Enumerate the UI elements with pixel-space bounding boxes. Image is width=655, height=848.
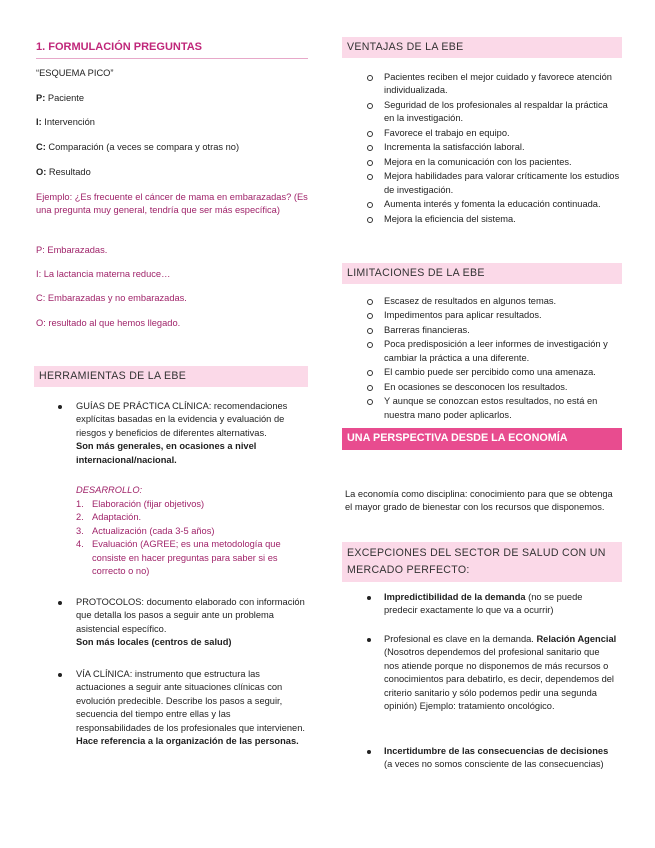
bullet-disc-icon	[58, 673, 62, 677]
desarrollo-step: 4. Evaluación (AGREE; es una metodología que consiste en hacer preguntas para saber si es correcto o no)	[76, 539, 281, 577]
bullet-disc-icon	[367, 638, 371, 642]
bullet-circle-icon	[367, 217, 373, 223]
excepcion-demanda	[367, 591, 617, 618]
bullet-circle-icon	[367, 385, 373, 391]
bullet-circle-icon	[367, 370, 373, 376]
desarrollo-step: 1. Elaboración (fijar objetivos)	[76, 499, 205, 509]
pico-o	[36, 166, 91, 179]
example-i: I: La lactancia materna reduce…	[36, 269, 171, 279]
list-item: Poca predisposición a leer informes de investigación y cambiar la práctica a una diferente.	[367, 338, 620, 365]
excepcion-incertidumbre	[367, 745, 617, 772]
bullet-circle-icon	[367, 103, 373, 109]
pico-o-letter: O:	[36, 167, 47, 177]
section-title-excepciones: EXCEPCIONES DEL SECTOR DE SALUD CON UN MERCADO PERFECTO:	[342, 542, 622, 582]
bullet-circle-icon	[367, 313, 373, 319]
pico-c-text: Comparación (a veces se compara y otras no)	[45, 142, 240, 152]
section-title-limitaciones: LIMITACIONES DE LA EBE	[342, 263, 622, 284]
bullet-circle-icon	[367, 399, 373, 405]
example-p: P: Embarazadas.	[36, 245, 108, 255]
limitaciones-list	[367, 295, 620, 423]
protocolos-text: PROTOCOLOS: documento elaborado con información que detalla los pasos a seguir ante un problema asistencial específico.	[76, 597, 305, 634]
bullet-circle-icon	[367, 174, 373, 180]
list-item: Favorece el trabajo en equipo.	[367, 127, 620, 140]
economia-text: La economía como disciplina: conocimiento para que se obtenga el mayor grado de bienestar con los recursos que disponemos.	[345, 489, 613, 513]
bullet-circle-icon	[367, 328, 373, 334]
desarrollo-label: DESARROLLO:	[76, 485, 143, 495]
list-item: Mejora la eficiencia del sistema.	[367, 213, 620, 226]
pico-i	[36, 116, 95, 129]
bullet-disc-icon	[58, 405, 62, 409]
list-item: Mejora en la comunicación con los pacientes.	[367, 156, 620, 169]
pico-c	[36, 141, 239, 154]
excepcion-incertidumbre-bold: Incertidumbre de las consecuencias de decisiones	[384, 746, 609, 756]
section-title-herramientas: HERRAMIENTAS DE LA EBE	[34, 366, 308, 387]
list-item: En ocasiones se desconocen los resultados.	[367, 381, 620, 394]
section-title-formulacion: 1. FORMULACIÓN PREGUNTAS	[36, 40, 308, 59]
desarrollo-step: 3. Actualización (cada 3-5 años)	[76, 525, 215, 536]
pico-p	[36, 92, 84, 105]
bullet-circle-icon	[367, 131, 373, 137]
guias-item	[58, 400, 308, 467]
protocolos-bold: Son más locales (centros de salud)	[76, 637, 232, 648]
bullet-circle-icon	[367, 145, 373, 151]
pico-p-text: Paciente	[45, 93, 85, 103]
bullet-circle-icon	[367, 202, 373, 208]
bullet-circle-icon	[367, 342, 373, 348]
pico-i-text: Intervención	[41, 117, 95, 127]
desarrollo-step: 2. Adaptación.	[76, 512, 142, 523]
pico-i-letter: I:	[36, 117, 42, 127]
bullet-disc-icon	[367, 596, 371, 600]
bullet-circle-icon	[367, 299, 373, 305]
list-item: Pacientes reciben el mejor cuidado y favorece atención individualizada.	[367, 71, 620, 98]
guias-text: GUÍAS DE PRÁCTICA CLÍNICA: recomendaciones explícitas basadas en la evidencia y evaluación de riesgos y beneficios de diferentes alternativas.	[76, 401, 288, 438]
guias-bold: Son más generales, en ocasiones a nivel internacional/nacional.	[76, 441, 257, 465]
list-item: Seguridad de los profesionales al respaldar la práctica en la investigación.	[367, 99, 620, 126]
bullet-disc-icon	[58, 601, 62, 605]
list-item: El cambio puede ser percibido como una amenaza.	[367, 366, 620, 379]
protocolos-item	[58, 596, 308, 650]
list-item: Incrementa la satisfacción laboral.	[367, 141, 620, 154]
pico-p-letter: P:	[36, 93, 46, 103]
esquema-pico: “ESQUEMA PICO”	[36, 68, 114, 78]
bullet-disc-icon	[367, 750, 371, 754]
via-clinica-bold: Hace referencia a la organización de las personas.	[76, 736, 299, 747]
list-item: Aumenta interés y fomenta la educación continuada.	[367, 198, 620, 211]
list-item: Y aunque se conozcan estos resultados, no está en nuestra mano poder aplicarlos.	[367, 395, 620, 422]
excepcion-demanda-bold: Impredictibilidad de la demanda	[384, 592, 526, 602]
list-item: Barreras financieras.	[367, 324, 620, 337]
section-title-ventajas: VENTAJAS DE LA EBE	[342, 37, 622, 58]
pico-example: Ejemplo: ¿Es frecuente el cáncer de mama en embarazadas? (Es una pregunta muy general, tendría que ser más específica)	[36, 192, 308, 216]
bullet-circle-icon	[367, 160, 373, 166]
pico-o-text: Resultado	[46, 167, 91, 177]
via-clinica-item	[58, 668, 308, 749]
via-clinica-text: VÍA CLÍNICA: instrumento que estructura las actuaciones a seguir ante situaciones clínicas con evolución predecible. Describe los pasos a seguir, secuencia del tiempo entre ellas y las responsabilidades de los profesionales que intervienen.	[76, 669, 305, 733]
excepcion-agencial-text: (Nosotros dependemos del profesional sanitario que nos atiende porque no disponemos de más recursos o conocimientos para debatirlo, es decir, dependemos del criterio sanitario y sólo podemos pedir una segunda opinión) Ejemplo: tratamiento oncológico.	[384, 647, 614, 712]
list-item: Impedimentos para aplicar resultados.	[367, 309, 620, 322]
desarrollo-list	[76, 498, 308, 579]
bullet-circle-icon	[367, 75, 373, 81]
excepcion-agencial-pre: Profesional es clave en la demanda.	[384, 634, 537, 644]
excepcion-incertidumbre-text: (a veces no somos consciente de las consecuencias)	[384, 759, 604, 770]
excepcion-agencial-bold: Relación Agencial	[536, 634, 617, 644]
pico-c-letter: C:	[36, 142, 46, 152]
list-item: Escasez de resultados en algunos temas.	[367, 295, 620, 308]
excepcion-agencial	[367, 633, 617, 714]
section-title-economia: UNA PERSPECTIVA DESDE LA ECONOMÍA	[342, 428, 622, 450]
example-c: C: Embarazadas y no embarazadas.	[36, 293, 187, 303]
example-o: O: resultado al que hemos llegado.	[36, 318, 181, 328]
list-item: Mejora habilidades para valorar críticamente los estudios de investigación.	[367, 170, 620, 197]
ventajas-list	[367, 71, 620, 227]
excepcion-demanda-text: (no se puede predecir exactamente lo que va a ocurrir)	[384, 592, 583, 616]
